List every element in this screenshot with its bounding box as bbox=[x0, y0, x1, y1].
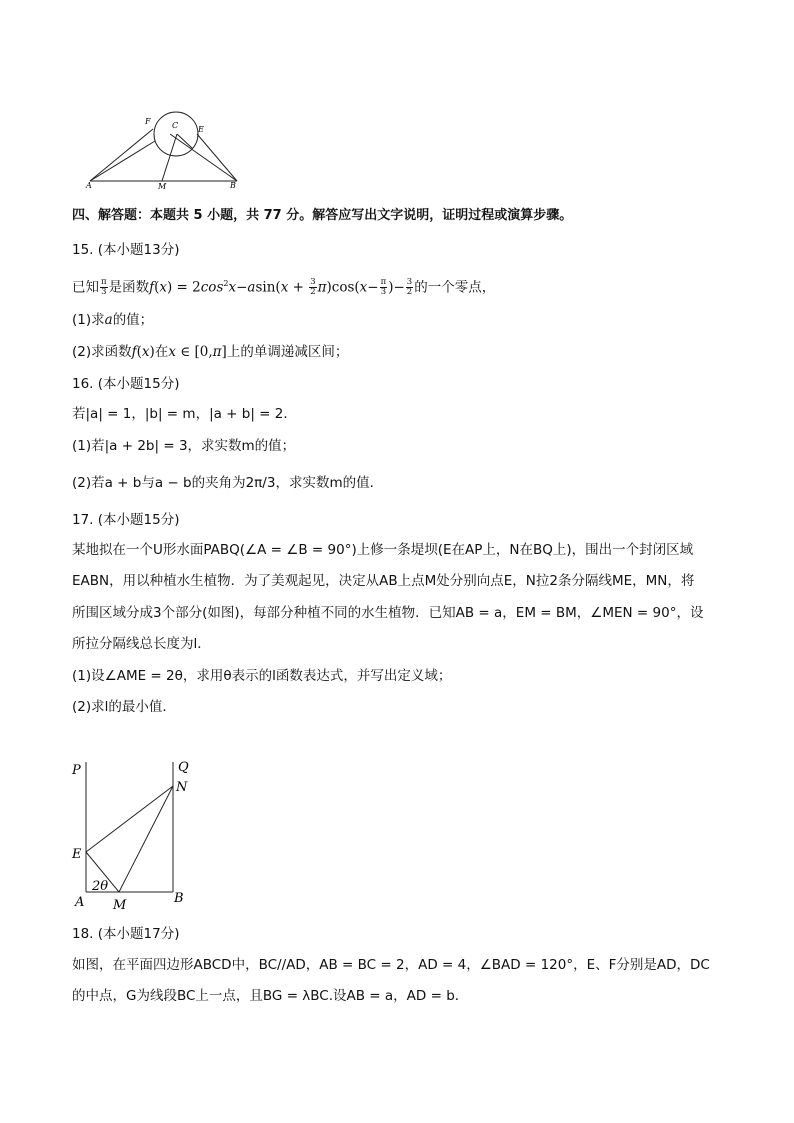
section-heading: 四、解答题：本题共 5 小题，共 77 分。解答应写出文字说明，证明过程或演算步骤。 bbox=[72, 208, 573, 223]
q15-part2: (2)求函数f(x)在x ∈ [0,π]上的单调递减区间； bbox=[72, 344, 349, 360]
label-B: B bbox=[230, 181, 236, 190]
label-A: A bbox=[75, 895, 85, 910]
q15-part1: (1)求a的值； bbox=[72, 312, 154, 328]
label-N: N bbox=[176, 780, 188, 795]
q17-part2: (2)求l的最小值． bbox=[72, 699, 176, 715]
q16-heading: 16. (本小题15分) bbox=[72, 376, 180, 392]
label-E: E bbox=[72, 847, 82, 862]
q15-stem: 已知 $\frac{\pi}{3}$ 是函数$f(x) = 2\cos^2x-asin(x$ + $\frac{3}{2}$ π)cos(x− $\frac{\pi}{3}$ )− $\frac{3}{2}$ 的一个零点， bbox=[72, 277, 496, 297]
label-B: B bbox=[174, 891, 184, 906]
figure-u-shaped-water bbox=[66, 752, 196, 912]
label-M: M bbox=[113, 898, 127, 912]
q17-line2: EABN，用以种植水生植物．为了美观起见，决定从AB上点M处分别向点E，N拉2条分隔线ME，MN，将 bbox=[72, 573, 695, 589]
q15-heading: 15. (本小题13分) bbox=[72, 242, 180, 258]
label-P: P bbox=[72, 763, 81, 778]
label-E: E bbox=[198, 125, 204, 134]
q18-heading: 18. (本小题17分) bbox=[72, 926, 180, 942]
label-A: A bbox=[86, 181, 92, 190]
label-Q: Q bbox=[178, 760, 189, 775]
q16-part1: (1)若|a + 2b| = 3，求实数m的值； bbox=[72, 438, 296, 454]
q16-part2: (2)若a + b与a − b的夹角为2π/3，求实数m的值． bbox=[72, 475, 384, 491]
q17-line1: 某地拟在一个U形水面PABQ(∠A = ∠B = 90°)上修一条堤坝(E在AP上，N在BQ上)，围出一个封闭区域 bbox=[72, 542, 694, 558]
figure-circle-triangle bbox=[82, 108, 252, 192]
q17-line4: 所拉分隔线总长度为l． bbox=[72, 636, 211, 652]
q17-line3: 所围区域分成3个部分(如图)，每部分种植不同的水生植物．已知AB = a，EM = BM，∠MEN = 90°，设 bbox=[72, 605, 704, 621]
q16-stem: 若|a| = 1，|b| = m，|a + b| = 2． bbox=[72, 406, 297, 422]
q17-part1: (1)设∠AME = 2θ，求用θ表示的l函数表达式，并写出定义域； bbox=[72, 668, 452, 684]
label-M: M bbox=[158, 182, 167, 191]
q18-line2: 的中点，G为线段BC上一点，且BG = λBC.设AB = a，AD = b． bbox=[72, 988, 469, 1004]
q18-line1: 如图，在平面四边形ABCD中，BC//AD，AB = BC = 2，AD = 4，∠BAD = 120°，E、F分别是AD，DC bbox=[72, 957, 710, 973]
label-F: F bbox=[145, 117, 151, 126]
label-angle: 2θ bbox=[92, 879, 109, 894]
label-C: C bbox=[172, 121, 179, 130]
q17-heading: 17. (本小题15分) bbox=[72, 512, 180, 528]
